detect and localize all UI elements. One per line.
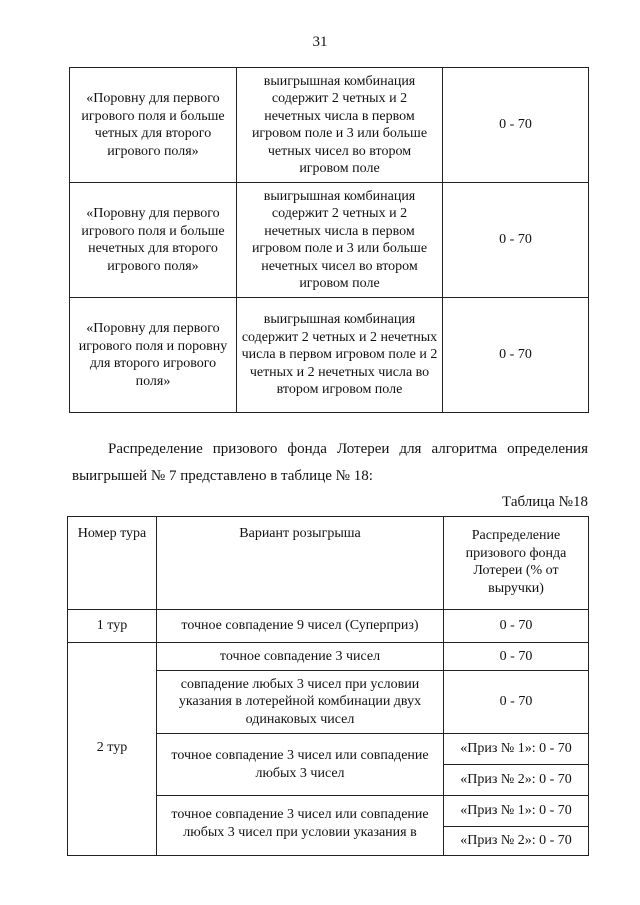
share-cell: 0 - 70 [443, 68, 589, 183]
variant-cell: точное совпадение 3 чисел [157, 643, 444, 671]
table-caption: Таблица №18 [502, 494, 588, 510]
table-row [70, 183, 589, 298]
table-row [68, 643, 589, 671]
prize-2-cell: «Приз № 2»: 0 - 70 [444, 765, 589, 796]
header-round: Номер тура [68, 517, 157, 610]
paragraph-line-2: выигрышей № 7 представлено в таблице № 18: [72, 468, 373, 484]
share-cell: 0 - 70 [443, 183, 589, 298]
variant-cell: точное совпадение 9 чисел (Суперприз) [157, 610, 444, 643]
variant-cell: точное совпадение 3 чисел или совпадение любых 3 чисел [157, 734, 444, 796]
share-cell: 0 - 70 [444, 643, 589, 671]
condition-cell: выигрышная комбинация содержит 2 четных и 2 нечетных числа в первом игровом поле и 3 или больше четных чисел во втором игровом поле [237, 68, 443, 183]
variant-name-cell: «Поровну для первого игрового поля и больше нечетных для второго игрового поля» [70, 183, 237, 298]
share-cell: 0 - 70 [444, 610, 589, 643]
distribution-paragraph [72, 436, 588, 490]
table-row [70, 298, 589, 413]
variant-cell: точное совпадение 3 чисел или совпадение любых 3 чисел при условии указания в [157, 796, 444, 856]
header-variant: Вариант розыгрыша [157, 517, 444, 610]
header-share: Распределение призового фонда Лотереи (% от выручки) [444, 517, 589, 610]
paragraph-line-1: Распределение призового фонда Лотереи для алгоритма определения [108, 441, 588, 457]
share-cell: 0 - 70 [444, 671, 589, 734]
table-header-row [68, 517, 589, 610]
variant-name-cell: «Поровну для первого игрового поля и поровну для второго игрового поля» [70, 298, 237, 413]
condition-cell: выигрышная комбинация содержит 2 четных и 2 нечетных числа в первом игровом поле и 2 четных и 2 нечетных числа во втором игровом поле [237, 298, 443, 413]
round-1-cell: 1 тур [68, 610, 157, 643]
round-2-cell: 2 тур [68, 643, 157, 856]
table-row [70, 68, 589, 183]
page-number: 31 [312, 34, 328, 50]
prize-1-cell: «Приз № 1»: 0 - 70 [444, 734, 589, 765]
share-cell: 0 - 70 [443, 298, 589, 413]
table-18 [67, 516, 589, 856]
variant-cell: совпадение любых 3 чисел при условии указания в лотерейной комбинации двух одинаковых чисел [157, 671, 444, 734]
condition-cell: выигрышная комбинация содержит 2 четных и 2 нечетных числа в первом игровом поле и 3 или больше нечетных чисел во втором игровом поле [237, 183, 443, 298]
variant-name-cell: «Поровну для первого игрового поля и больше четных для второго игрового поля» [70, 68, 237, 183]
prize-1-cell: «Приз № 1»: 0 - 70 [444, 796, 589, 827]
prize-share-table-continued [69, 67, 589, 413]
table-row [68, 610, 589, 643]
prize-2-cell: «Приз № 2»: 0 - 70 [444, 827, 589, 856]
